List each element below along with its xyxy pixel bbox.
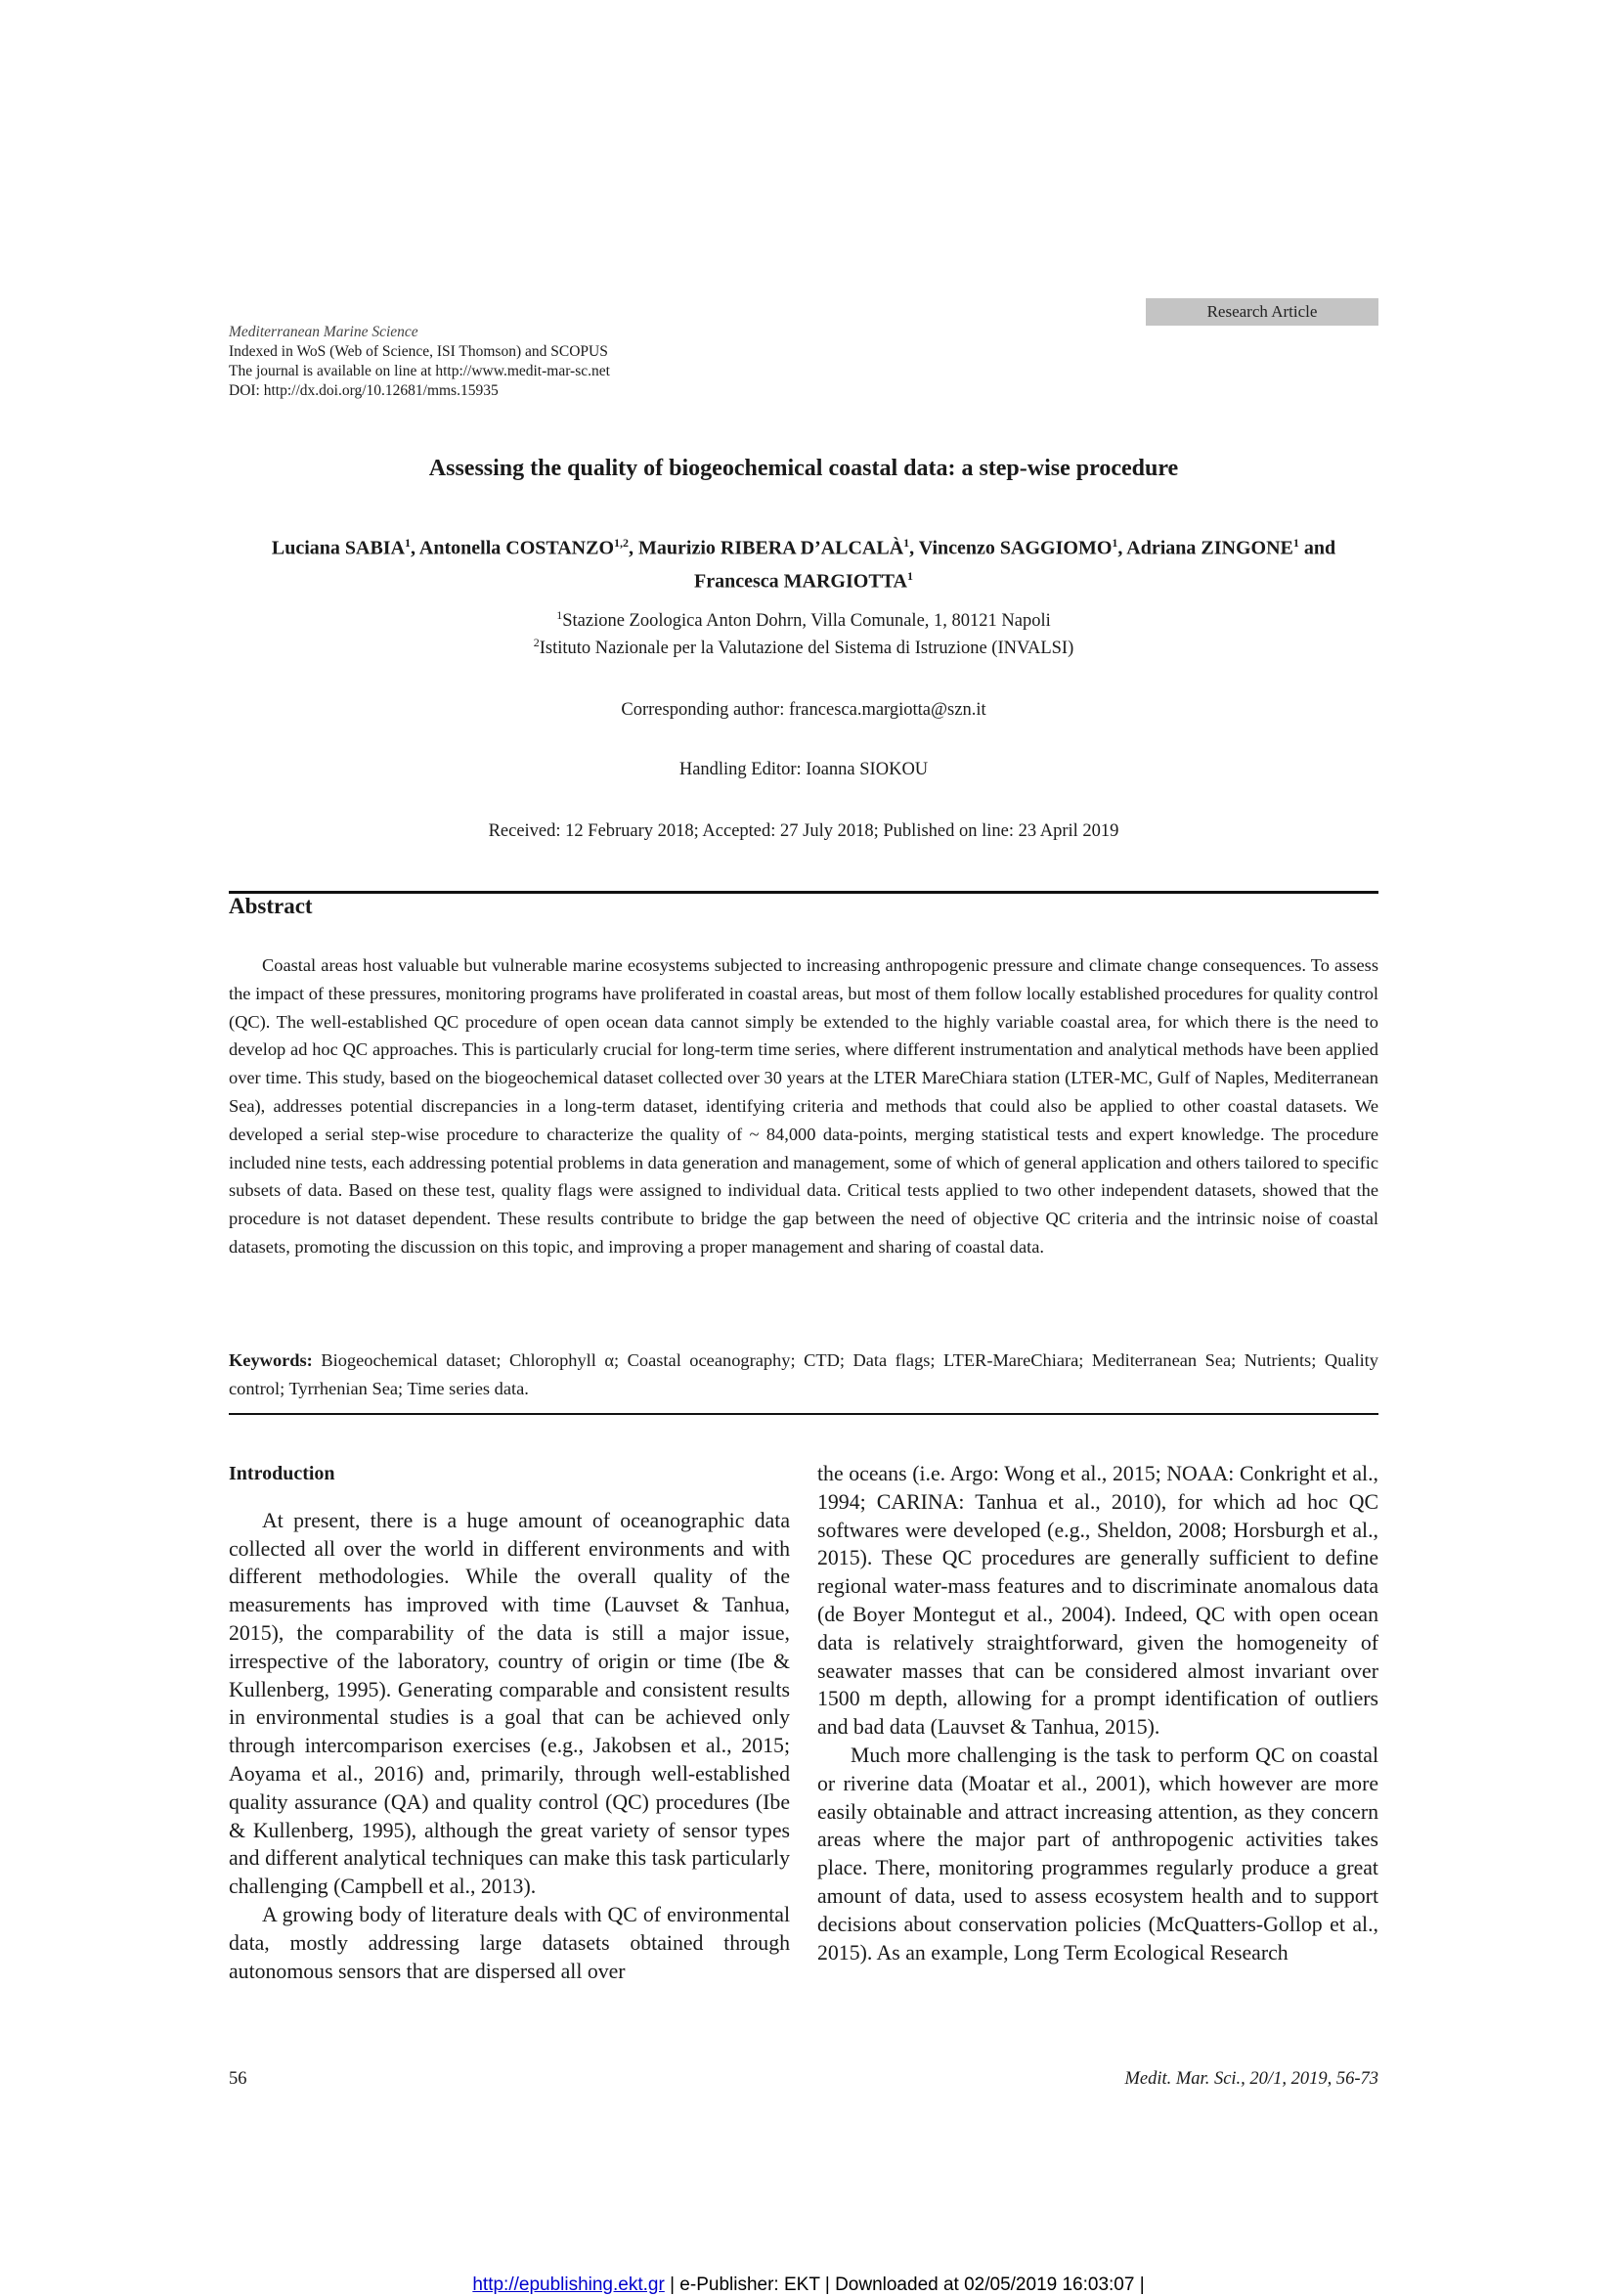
keywords — [229, 1347, 1378, 1403]
paragraph: At present, there is a huge amount of oceanographic data collected all over the world in different environments and with different methodologies. While the overall quality of the measurements has improved with time (Lauvset & Tanhua, 2015), the comparability of the data is still a major issue, irrespective of the laboratory, country of origin or time (Ibe & Kullenberg, 1995). Generating comparable and consistent results in environmental studies is a goal that can be achieved only through intercomparison exercises (e.g., Jakobsen et al., 2015; Aoyama et al., 2016) and, primarily, through well-established quality assurance (QA) and quality control (QC) procedures (Ibe & Kullenberg, 1995), although the great variety of sensor types and different analytical techniques can make this task particularly challenging (Campbell et al., 2013). — [229, 1508, 790, 1899]
author-affiliation-mark: 1,2 — [614, 536, 630, 550]
keywords-text: Biogeochemical dataset; Chlorophyll α; Coastal oceanography; CTD; Data flags; LTER-MareChiara; Mediterranean Sea; Nutrients; Quality control; Tyrrhenian Sea; Time series data. — [229, 1350, 1378, 1398]
author-separator: , — [909, 537, 919, 559]
author-separator: , — [629, 537, 639, 559]
affiliation-1: $^1$Stazione Zoologica Anton Dohrn, Villa Comunale, 1, 80121 Napoli — [556, 608, 1051, 632]
author-name: Adriana ZINGONE — [1126, 537, 1293, 559]
page-number: 56 — [229, 2069, 247, 2089]
author-separator: , — [1117, 537, 1127, 559]
keywords-bottom-rule — [229, 1413, 1378, 1415]
corresponding-author: Corresponding author: francesca.margiotta@szn.it — [621, 700, 986, 720]
affiliation-2: $^2$Istituto Nazionale per la Valutazione del Sistema di Istruzione (INVALSI) — [533, 636, 1074, 659]
epublishing-link[interactable]: http://epublishing.ekt.gr — [472, 2274, 665, 2295]
author-name: Maurizio RIBERA D’ALCALÀ — [638, 537, 904, 559]
body-column-left — [229, 1460, 790, 1985]
author-separator: , — [411, 537, 419, 559]
journal-reference: Medit. Mar. Sci., 20/1, 2019, 56-73 — [1124, 2069, 1378, 2089]
journal-info — [229, 323, 610, 401]
introduction-heading: Introduction — [229, 1463, 335, 1484]
abstract-top-rule — [229, 891, 1378, 894]
author-name: Francesca MARGIOTTA — [694, 570, 907, 593]
keywords-label: Keywords: — [229, 1350, 313, 1370]
abstract-text: Coastal areas host valuable but vulnerable marine ecosystems subjected to increasing anthropogenic pressure and climate change consequences. To assess the impact of these pressures, monitoring programs have proliferated in coastal areas, but most of them follow locally established procedures for quality control (QC). The well-established QC procedure of open ocean data cannot simply be extended to the highly variable coastal area, for which there is the need to develop ad hoc QC approaches. This is particularly crucial for long-term time series, where different instrumentation and analytical methods have been applied over time. This study, based on the biogeochemical dataset collected over 30 years at the LTER MareChiara station (LTER-MC, Gulf of Naples, Mediterranean Sea), addresses potential discrepancies in a long-term dataset, identifying criteria and methods that could also be applied to other coastal datasets. We developed a serial step-wise procedure to characterize the quality of ~ 84,000 data-points, merging statistical tests and expert knowledge. The procedure included nine tests, each addressing potential problems in data generation and management, some of which of general application and others tailored to specific subsets of data. Based on these test, quality flags were assigned to individual data. Critical tests applied to two other independent datasets, showed that the procedure is not dataset dependent. These results contribute to bridge the gap between the need of objective QC criteria and the intrinsic noise of coastal datasets, promoting the discussion on this topic, and improving a proper management and sharing of coastal data. — [229, 955, 1378, 1257]
author-affiliation-mark: 1 — [906, 568, 913, 583]
author-affiliation-mark: 1 — [1292, 536, 1299, 550]
paragraph: the oceans (i.e. Argo: Wong et al., 2015; NOAA: Conkright et al., 1994; CARINA: Tanhua et al., 2010), for which ad hoc QC softwares were developed (e.g., Sheldon, 2008; Horsburgh et al., 2015). These QC procedures are generally sufficient to define regional water-mass features and to discriminate anomalous data (de Boyer Montegut et al., 2004). Indeed, QC with open ocean data is relatively straightforward, given the homogeneity of seawater masses that can be considered almost invariant over 1500 m depth, allowing for a prompt identification of outliers and bad data (Lauvset & Tanhua, 2015). — [817, 1462, 1378, 1740]
author-affiliation-mark: 1 — [1112, 536, 1118, 550]
availability-note: The journal is available on line at http://www.medit-mar-sc.net — [229, 363, 610, 379]
doi: DOI: http://dx.doi.org/10.12681/mms.15935 — [229, 382, 499, 399]
author-name: Antonella COSTANZO — [418, 537, 615, 559]
download-details: | e-Publisher: EKT | Downloaded at 02/05/2019 16:03:07 | — [664, 2274, 1145, 2295]
handling-editor: Handling Editor: Ioanna SIOKOU — [678, 760, 929, 779]
paragraph: A growing body of literature deals with QC of environmental data, mostly addressing large datasets obtained through autonomous sensors that are dispersed all over — [229, 1902, 790, 1983]
abstract-heading: Abstract — [229, 894, 313, 918]
author-separator: and — [1298, 537, 1336, 559]
author-list — [229, 529, 1378, 595]
download-info — [0, 2274, 1617, 2296]
publication-dates: Received: 12 February 2018; Accepted: 27 July 2018; Published on line: 23 April 2019 — [488, 821, 1119, 841]
body-column-right — [817, 1460, 1378, 1966]
author-affiliation-mark: 1 — [903, 536, 910, 550]
article-title: Assessing the quality of biogeochemical coastal data: a step-wise procedure — [428, 456, 1179, 481]
indexing-note: Indexed in WoS (Web of Science, ISI Thomson) and SCOPUS — [229, 343, 608, 360]
article-type-badge: Research Article — [1146, 298, 1378, 326]
author-name: Luciana SABIA — [271, 537, 406, 559]
journal-name: Mediterranean Marine Science — [229, 324, 418, 340]
author-affiliation-mark: 1 — [405, 536, 412, 550]
author-name: Vincenzo SAGGIOMO — [918, 537, 1113, 559]
paragraph: Much more challenging is the task to perform QC on coastal or riverine data (Moatar et al., 2001), which however are more easily obtainable and attract increasing attention, as they concern areas where the major part of anthropogenic activities takes place. There, monitoring programmes regularly produce a great amount of data, used to assess ecosystem health and to support decisions about conservation policies (McQuatters-Gollop et al., 2015). As an example, Long Term Ecological Research — [817, 1743, 1378, 1965]
